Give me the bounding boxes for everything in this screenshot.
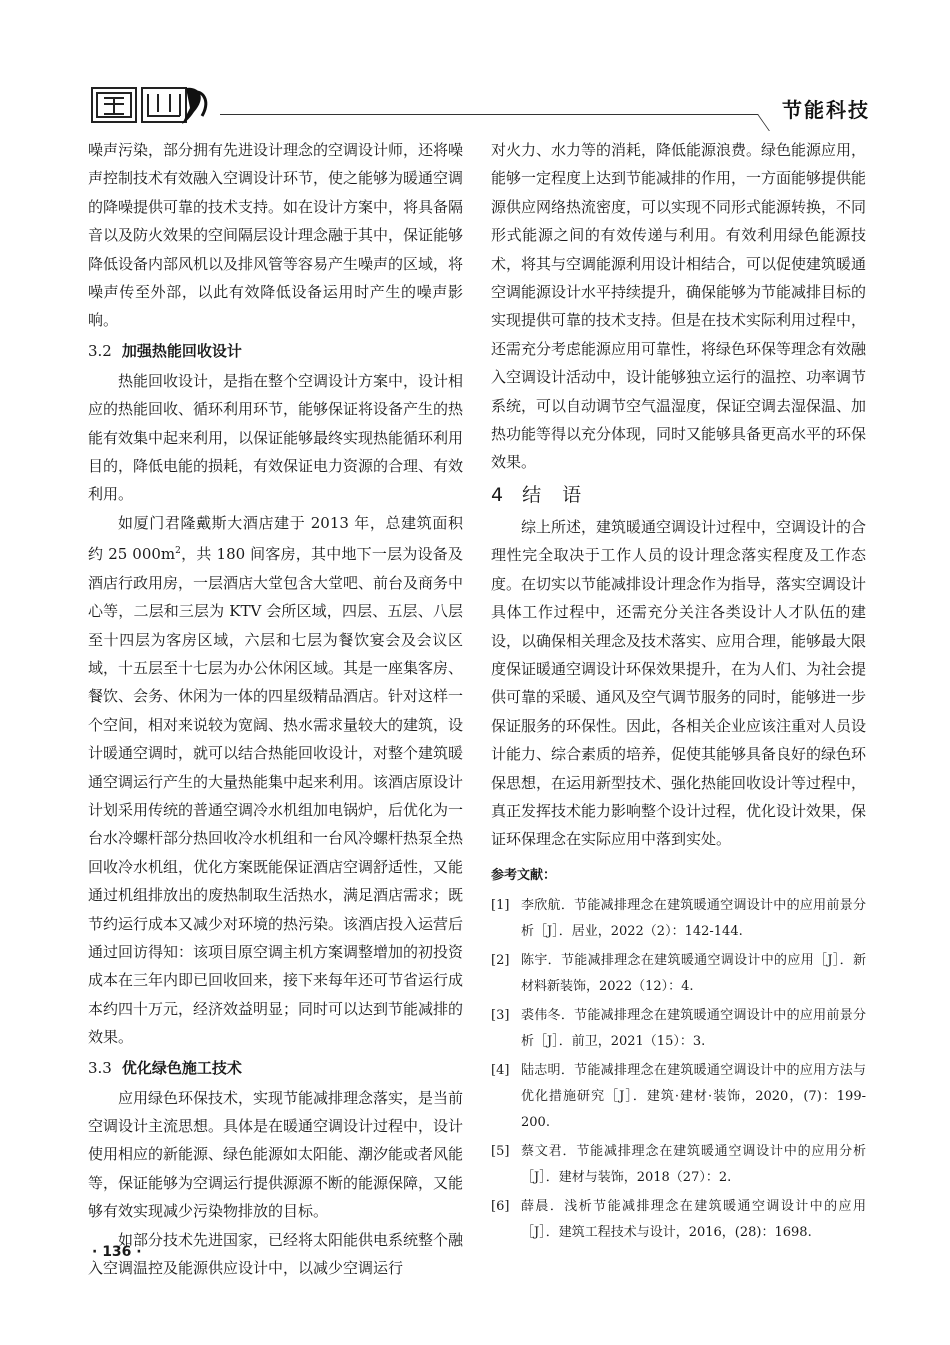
reference-number: [2] — [491, 952, 510, 968]
reference-number: [1] — [491, 897, 510, 913]
reference-text: 陆志明．节能减排理念在建筑暖通空调设计中的应用方法与优化措施研究［J］．建筑·建材·装饰，2020，(7)：199-200. — [521, 1062, 866, 1130]
reference-number: [5] — [491, 1143, 510, 1159]
paragraph: 应用绿色环保技术，实现节能减排理念落实，是当前空调设计主流思想。具体是在暖通空调设计过程中，设计使用相应的新能源、绿色能源如太阳能、潮汐能或者风能等，保证能够为空调运行提供源源不断的能源保障，又能够有效实现减少污染物排放的目标。 — [88, 1088, 464, 1221]
right-column — [491, 136, 866, 1249]
section-heading-4 — [491, 479, 866, 511]
section-number: 3.3 — [88, 1058, 112, 1077]
page-header — [80, 82, 870, 130]
reference-item — [491, 1058, 866, 1136]
reference-text: 裘伟冬．节能减排理念在建筑暖通空调设计中的应用前景分析［J］．前卫，2021（15）：3. — [521, 1007, 866, 1049]
reference-number: [6] — [491, 1198, 510, 1214]
page-number: · 136 · — [92, 1244, 142, 1260]
paragraph: 噪声污染，部分拥有先进设计理念的空调设计师，还将噪声控制技术有效融入空调设计环节，使之能够为暖通空调的降噪提供可靠的技术支持。如在设计方案中，将具备隔音以及防火效果的空间隔层设计理念融于其中，保证能够降低设备内部风机以及排风管等容易产生噪声的区域，将噪声传至外部，以此有效降低设备运用时产生的噪声影响。 — [88, 141, 464, 330]
journal-section-title: 节能科技 — [782, 98, 870, 122]
reference-item — [491, 893, 866, 945]
reference-item — [491, 1194, 866, 1246]
superscript: 2 — [175, 546, 181, 557]
section-title: 结 语 — [522, 483, 583, 506]
reference-text: 陈宇．节能减排理念在建筑暖通空调设计中的应用［J］．新材料新装饰，2022（12）：4. — [521, 952, 866, 994]
reference-item — [491, 1139, 866, 1191]
section-number: 4 — [491, 483, 505, 506]
reference-number: [4] — [491, 1062, 510, 1078]
paragraph-conclusion: 综上所述，建筑暖通空调设计过程中，空调设计的合理性完全取决于工作人员的设计理念落实程度及工作态度。在切实以节能减排设计理念作为指导，落实空调设计具体工作过程中，还需充分关注各类设计人才队伍的建设，以确保相关理念及技术落实、应用合理，能够最大限度保证暖通空调设计环保效果提升，在为人们、为社会提供可靠的采暖、通风及空气调节服务的同时，能够进一步保证服务的环保性。因此，各相关企业应该注重对人员设计能力、综合素质的培养，促使其能够具备良好的绿色环保思想，在运用新型技术、强化热能回收设计等过程中，真正发挥技术能力影响整个设计过程，优化设计效果，保证环保理念在实际应用中落到实处。 — [491, 517, 867, 849]
paragraph-hotel-case — [88, 509, 463, 1052]
header-rule-end — [745, 114, 770, 131]
reference-item — [491, 1003, 866, 1055]
references-list — [491, 893, 866, 1246]
journal-logo — [86, 82, 216, 126]
references-title: 参考文献： — [491, 867, 557, 883]
section-heading-3-2 — [88, 339, 463, 363]
paragraph: 对火力、水力等的消耗，降低能源浪费。绿色能源应用，能够一定程度上达到节能减排的作用，一方面能够提供能源供应网络热流密度，可以实现不同形式能源转换，不同形式能源之间的有效传递与利用。有效利用绿色能源技术，将其与空调能源利用设计相结合，可以促使建筑暖通空调能源设计水平持续提升，确保能够为节能减排目标的实现提供可靠的技术支持。但是在技术实际利用过程中，还需充分考虑能源应用可靠性，将绿色环保等理念有效融入空调设计活动中，设计能够独立运行的温控、功率调节系统，可以自动调节空气温湿度，保证空调去湿保温、加热功能等得以充分体现，同时又能够具备更高水平的环保效果。 — [491, 141, 867, 472]
section-title: 优化绿色施工技术 — [121, 1058, 242, 1077]
section-heading-3-3 — [88, 1056, 463, 1080]
section-number: 3.2 — [88, 341, 112, 360]
text-run: ，共 180 间客房，其中地下一层为设备及酒店行政用房，一层酒店大堂包含大堂吧、前台及商务中心等，二层和三层为 KTV 会所区域，四层、五层、八层至十四层为客房区域，六层和七层为餐饮宴会及会议区域，十五层至十七层为办公休闲区域。其是一座集客房、餐饮、会务、休闲为一体的四星级精品酒店。针对这样一个空间，相对来说较为宽阔、热水需求量较大的建筑，设计暖通空调时，就可以结合热能回收设计，对整个建筑暖通空调运行产生的大量热能集中起来利用。该酒店原设计计划采用传统的普通空调冷水机组加电锅炉，后优化为一台水冷螺杆部分热回收冷水机组和一台风冷螺杆热泵全热回收冷水机组，优化方案既能保证酒店空调舒适性，又能通过机组排放出的废热制取生活热水，满足酒店需求；既节约运行成本又减少对环境的热污染。该酒店投入运营后通过回访得知：该项目原空调主机方案调整增加的初投资成本在三年内即已回收回来，接下来每年还可节省运行成本约四十万元，经济效益明显；同时可以达到节能减排的效果。 — [88, 545, 464, 1047]
paragraph: 热能回收设计，是指在整个空调设计方案中，设计相应的热能回收、循环利用环节，能够保证将设备产生的热能有效集中起来利用，以保证能够最终实现热能循环利用目的，降低电能的损耗，有效保证电力资源的合理、有效利用。 — [88, 371, 464, 504]
reference-item — [491, 948, 866, 1000]
text-run: 如厦门君隆戴斯大酒店建于 2013 年，总建筑面积约 25 000m — [88, 513, 463, 564]
header-rule — [220, 114, 750, 115]
reference-number: [3] — [491, 1007, 510, 1023]
reference-text: 薛晨．浅析节能减排理念在建筑暖通空调设计中的应用［J］．建筑工程技术与设计，2016，(28)：1698. — [521, 1198, 866, 1240]
left-column — [88, 136, 463, 1282]
reference-text: 蔡文君．节能减排理念在建筑暖通空调设计中的应用分析［J］．建材与装饰，2018（27）：2. — [521, 1143, 866, 1185]
section-title: 加强热能回收设计 — [121, 341, 242, 360]
reference-text: 李欣航．节能减排理念在建筑暖通空调设计中的应用前景分析［J］．居业，2022（2）：142-144. — [521, 897, 866, 939]
paragraph: 如部分技术先进国家，已经将太阳能供电系统整个融入空调温控及能源供应设计中，以减少空调运行 — [88, 1230, 464, 1278]
